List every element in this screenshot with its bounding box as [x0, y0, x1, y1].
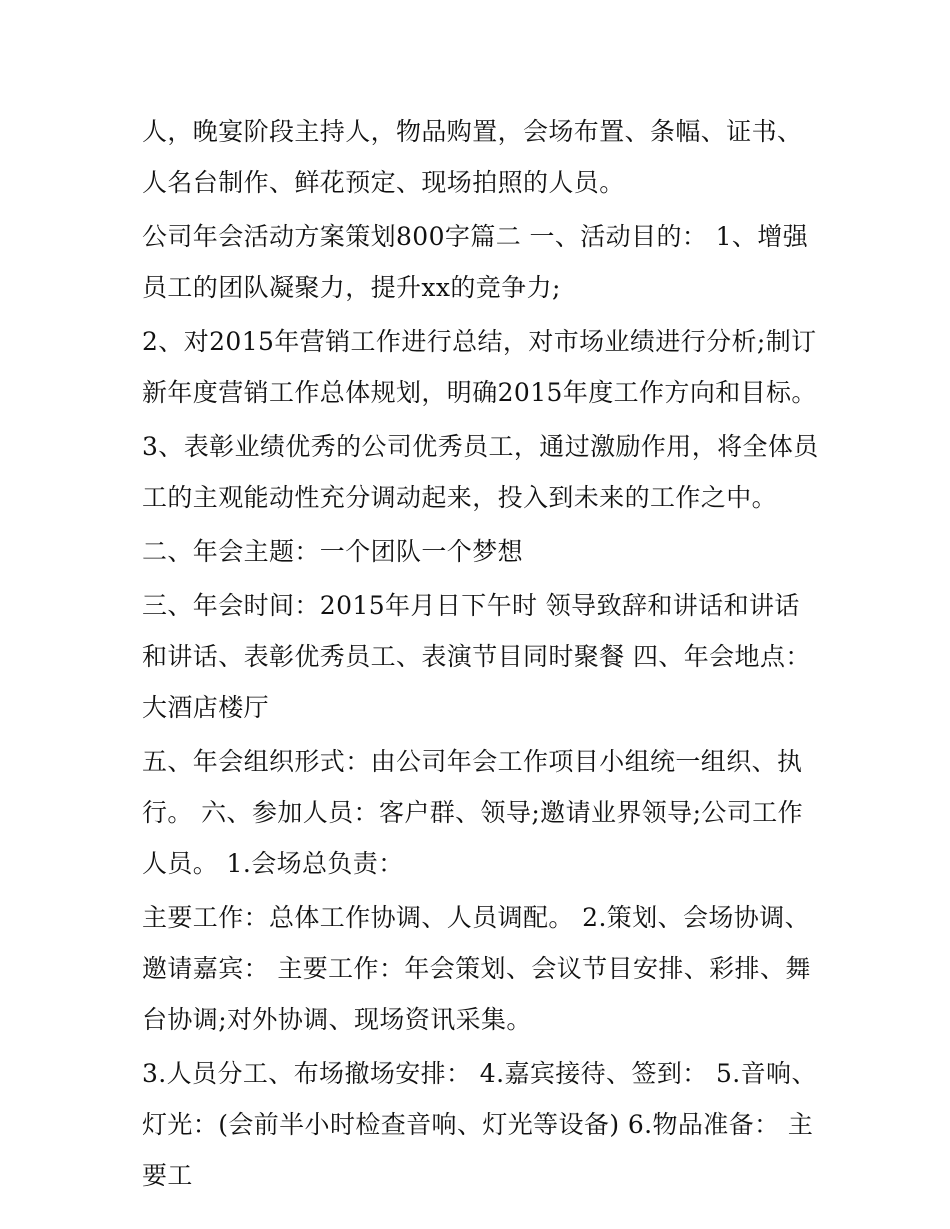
paragraph-goal-3: 3、表彰业绩优秀的公司优秀员工，通过激励作用，将全体员工的主观能动性充分调动起来，投入到未来的工作之中。	[142, 432, 819, 512]
paragraph-staff-roles: 人，晚宴阶段主持人，物品购置，会场布置、条幅、证书、人名台制作、鲜花预定、现场拍照的人员。	[142, 117, 803, 197]
paragraph-organization: 五、年会组织形式：由公司年会工作项目小组统一组织、执行。 六、参加人员：客户群、领导;邀请业界领导;公司工作人员。 1.会场总负责：	[142, 747, 803, 878]
paragraph-main-work: 主要工作：总体工作协调、人员调配。 2.策划、会场协调、邀请嘉宾： 主要工作：年会策划、会议节目安排、彩排、舞台协调;对外协调、现场资讯采集。	[142, 903, 811, 1034]
paragraph-plan-intro: 公司年会活动方案策划800字篇二 一、活动目的： 1、增强员工的团队凝聚力，提升xx的竞争力;	[142, 222, 809, 302]
paragraph-time-location: 三、年会时间：2015年月日下午时 领导致辞和讲话和讲话和讲话、表彰优秀员工、表演节目同时聚餐 四、年会地点：大酒店楼厅	[142, 591, 811, 722]
paragraph-theme: 二、年会主题：一个团队一个梦想	[142, 537, 524, 566]
paragraph-goal-2: 2、对2015年营销工作进行总结，对市场业绩进行分析;制订新年度营销工作总体规划，明确2015年度工作方向和目标。	[142, 327, 817, 407]
paragraph-assignments: 3.人员分工、布场撤场安排： 4.嘉宾接待、签到： 5.音响、灯光：(会前半小时检查音响、灯光等设备) 6.物品准备： 主要工	[142, 1059, 817, 1190]
